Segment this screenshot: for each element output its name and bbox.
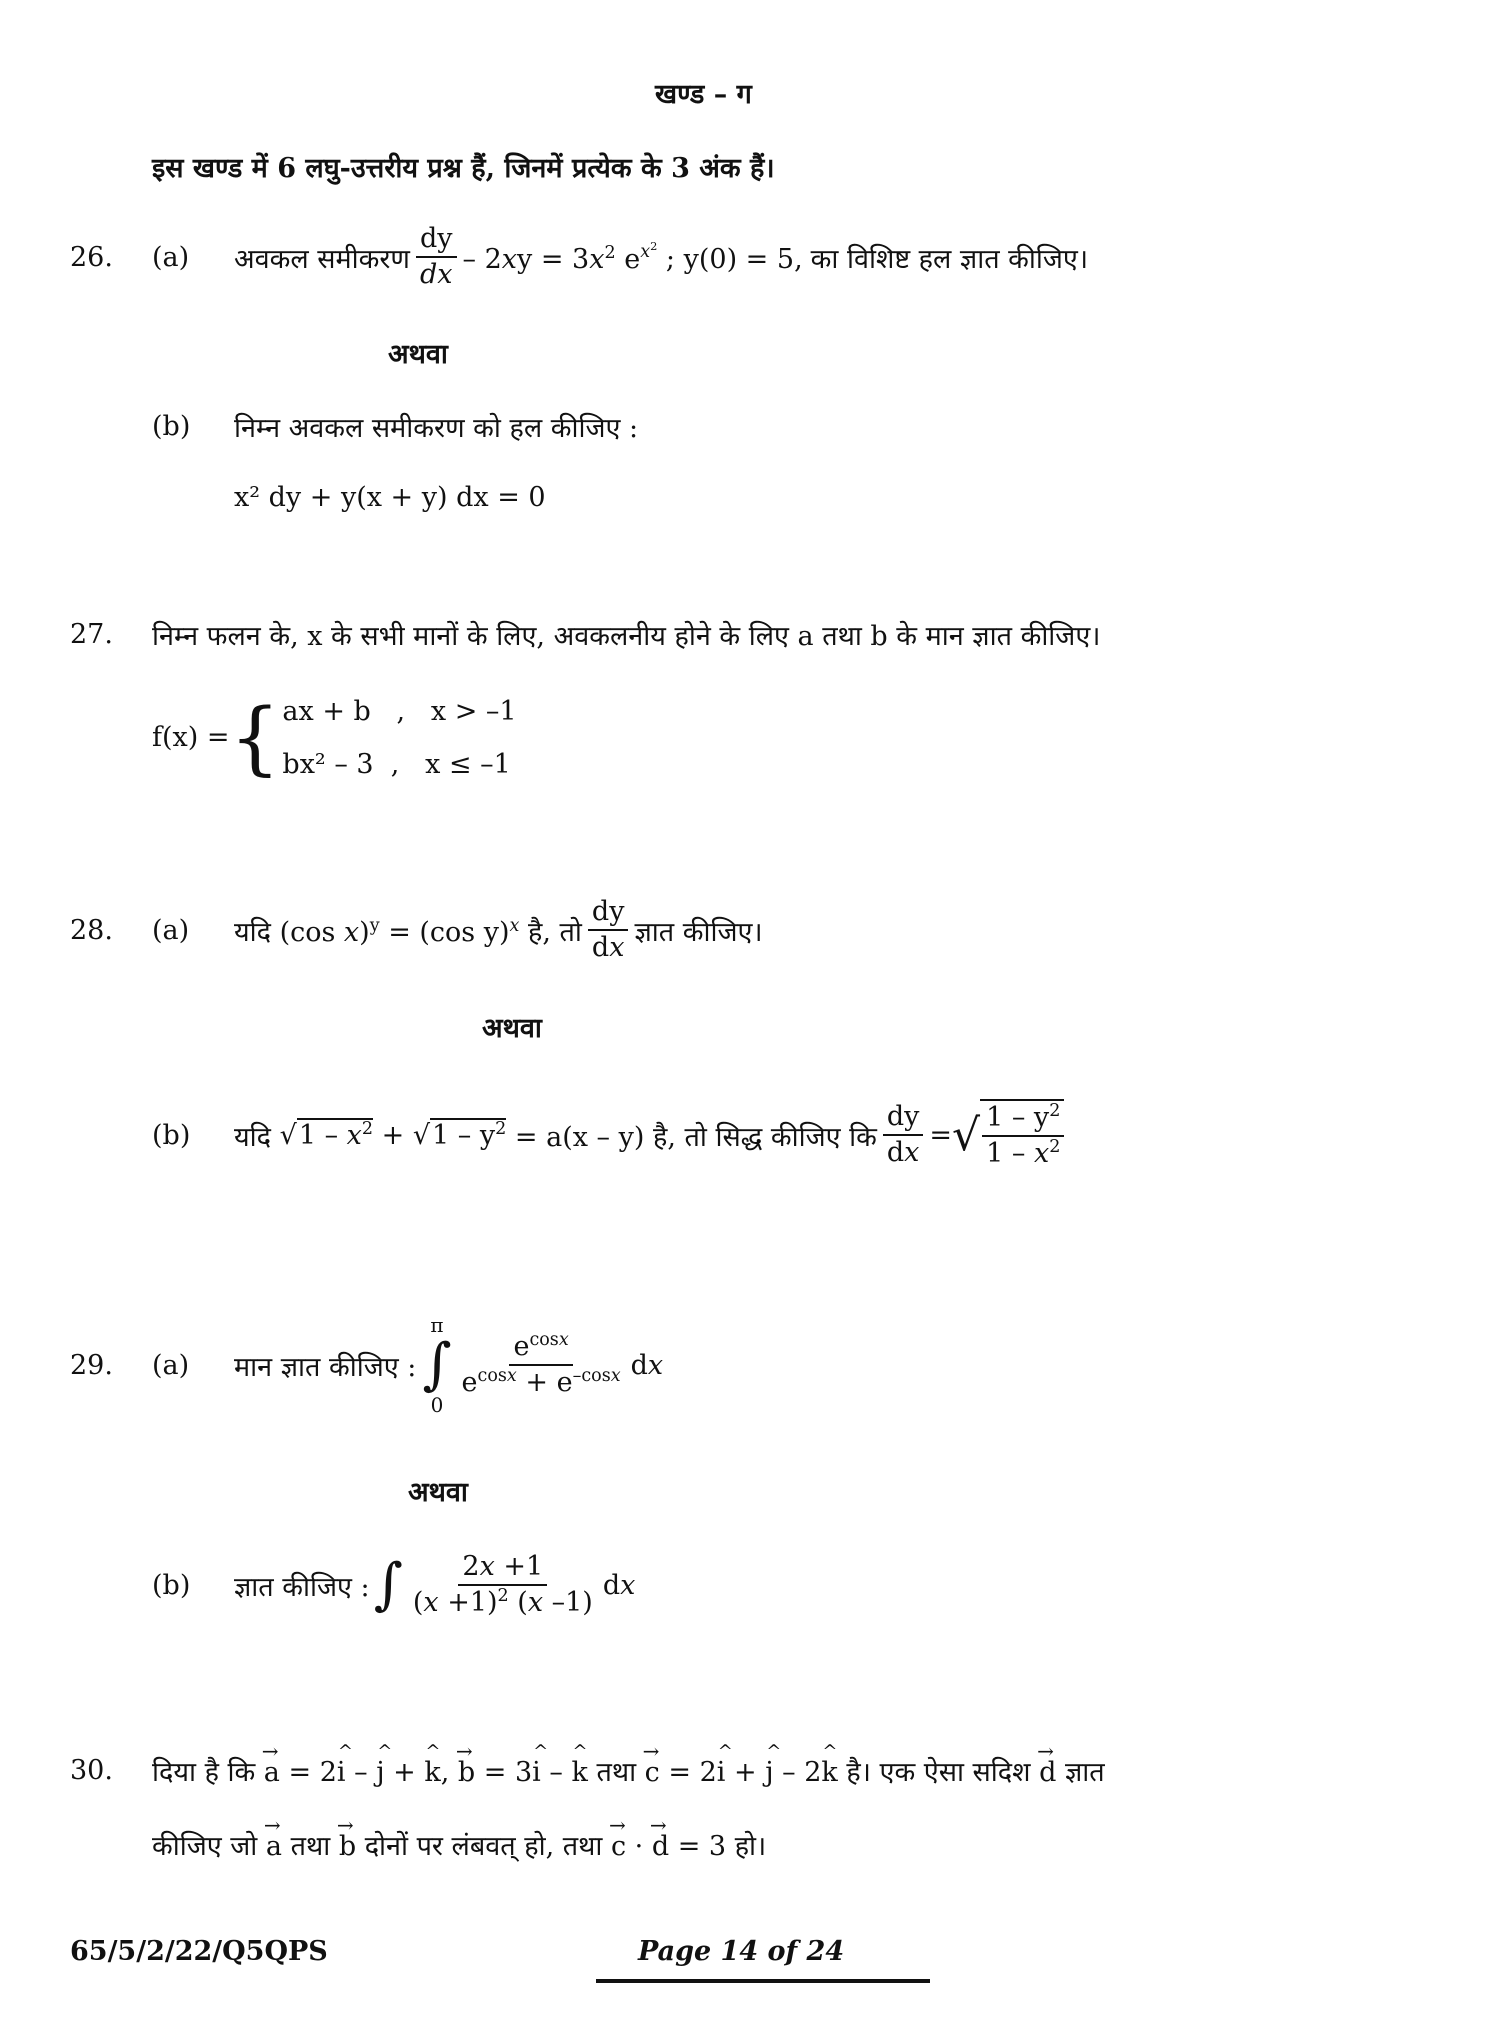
part-label: (b): [152, 411, 191, 442]
page-number: Page 14 of 24: [638, 1936, 845, 1967]
integral-sign: π ∫ 0: [422, 1313, 452, 1417]
q-number: 28.: [70, 914, 113, 946]
q27-text: निम्न फलन के, x के सभी मानों के लिए, अवकलनीय होने के लिए a तथा b के मान ज्ञात कीजिए।: [152, 621, 1101, 652]
q-number: 27.: [70, 619, 113, 650]
part-label: (b): [152, 1119, 191, 1151]
footer-underline: [596, 1979, 930, 1983]
part-label: (a): [152, 241, 190, 273]
dy-dx-fraction: $\frac{dy}{dx}$: [416, 222, 457, 292]
q-number: 26.: [70, 241, 113, 273]
q28a-post: ज्ञात कीजिए।: [634, 916, 763, 948]
or-label: अथवा: [482, 1013, 542, 1044]
part-label: (b): [152, 1569, 191, 1601]
part-label: (a): [152, 914, 190, 946]
paper-code: 65/5/2/22/Q5QPS: [70, 1936, 328, 1967]
q26b-text: निम्न अवकल समीकरण को हल कीजिए :: [234, 413, 639, 444]
section-title: खण्ड – ग: [655, 79, 752, 110]
part-label: (a): [152, 1349, 190, 1381]
q26b-equation-line: [234, 482, 546, 513]
exam-page: खण्ड – ग इस खण्ड में 6 लघु-उत्तरीय प्रश्न हैं, जिनमें प्रत्येक के 3 अंक हैं। 26. (a) अवकल समीकरण $\frac{dy}{dx}$ – $2xy = 3x^2$ $e^{x^2}$ ; y(0) = 5, का विशिष्ट हल ज्ञात कीजिए। अथवा (b) निम्न अवकल समीकरण को हल कीजिए : x² dy + y(x + y) dx = 0 27. निम्न फलन के, x के सभी मानों के लिए, अवकलनीय होने के लिए a तथा b के मान ज्ञात कीजिए। f(x) = { ax + b , x > –1 bx² – 3 , x ≤ –1 28. (a) यदि (cos x)$^y$ = (cos y)$^x$ है, तो $\frac{dy}{dx}$ ज्ञात कीजिए। अथवा (b) यदि $√1 - x^2 + √1 - y^2$ = a(x – y) है, तो सिद्ध कीजिए कि $\frac{dy}{dx}$ = √ $\frac{1 - y^2}{1 - x^2}$ 29. (a) मान ज्ञात कीजिए : π ∫ 0 $\frac{e^{cosx}}{e^{cosx} + e^{-cosx}}$ dx अथवा (b) ज्ञात कीजिए : ∫ $\frac{2x +1}{(x +1)^2 (x -1)}$ dx 30. दिया है कि → a = 2^ i – ^ j + ^ k, → b = 3^ i – ^ k तथा → c = 2^ i + ^ j – 2^ k है। एक ऐसा सदिश → d ज्ञात कीजिए जो → a तथा → b दोनों पर लंबवत् हो, तथा → c · → d = 3 हो। 65/5/2/22/Q5QPS Page 14 of 24: [0, 0, 1505, 2034]
q26a-post: का विशिष्ट हल ज्ञात कीजिए।: [810, 243, 1089, 275]
q26b-equation: x² dy + y(x + y) dx = 0: [234, 482, 546, 513]
section-intro: इस खण्ड में 6 लघु-उत्तरीय प्रश्न हैं, जिनमें प्रत्येक के 3 अंक हैं।: [152, 153, 775, 184]
piecewise-case-1: ax + b , x > –1: [282, 695, 517, 727]
or-label: अथवा: [388, 339, 448, 370]
or-label: अथवा: [408, 1477, 468, 1508]
q26a-text: अवकल समीकरण: [234, 243, 410, 275]
piecewise-case-2: bx² – 3 , x ≤ –1: [282, 748, 511, 780]
piecewise-function: f(x) = { ax + b , x > –1 bx² – 3 , x ≤ –1: [152, 690, 517, 784]
q-number: 30.: [70, 1755, 113, 1786]
q-number: 29.: [70, 1349, 113, 1381]
